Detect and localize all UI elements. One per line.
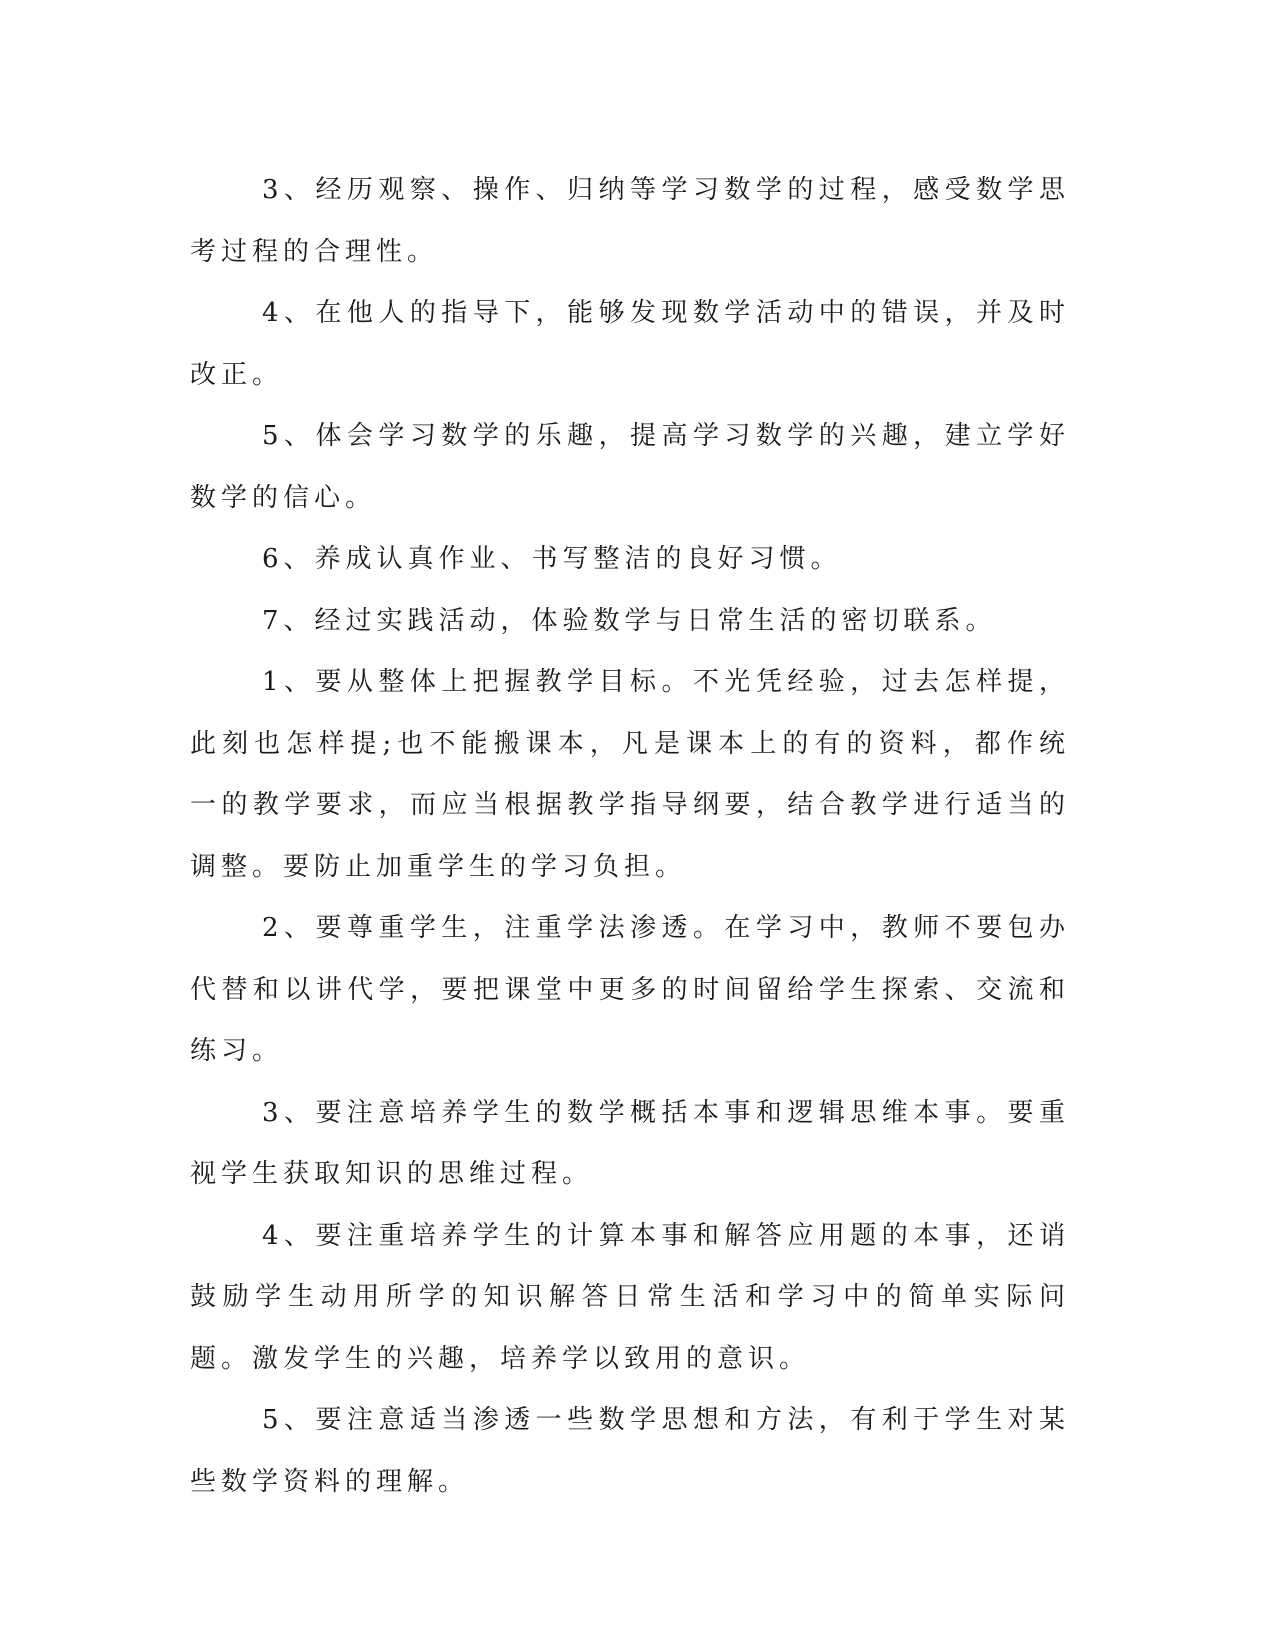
document-body — [190, 160, 1070, 1513]
paragraph-goal-3: 3、经历观察、操作、归纳等学习数学的过程，感受数学思考过程的合理性。 — [190, 175, 1070, 267]
paragraph-goal-6: 6、养成认真作业、书写整洁的良好习惯。 — [262, 544, 842, 574]
paragraph-measure-1: 1、要从整体上把握教学目标。不光凭经验，过去怎样提，此刻也怎样提;也不能搬课本，凡是课本上的有的资料，都作统一的教学要求，而应当根据教学指导纲要，结合教学进行适当的调整。要防止加重学生的学习负担。 — [190, 667, 1070, 882]
paragraph-measure-2: 2、要尊重学生，注重学法渗透。在学习中，教师不要包办代替和以讲代学，要把课堂中更多的时间留给学生探索、交流和练习。 — [190, 913, 1070, 1066]
paragraph-goal-5: 5、体会学习数学的乐趣，提高学习数学的兴趣，建立学好数学的信心。 — [190, 421, 1070, 513]
paragraph-measure-4: 4、要注重培养学生的计算本事和解答应用题的本事，还诮鼓励学生动用所学的知识解答日常生活和学习中的简单实际问题。激发学生的兴趣，培养学以致用的意识。 — [190, 1220, 1070, 1374]
paragraph-goal-7: 7、经过实践活动，体验数学与日常生活的密切联系。 — [262, 605, 997, 636]
paragraph-measure-5: 5、要注意适当渗透一些数学思想和方法，有利于学生对某些数学资料的理解。 — [190, 1405, 1070, 1497]
paragraph-measure-3: 3、要注意培养学生的数学概括本事和逻辑思维本事。要重视学生获取知识的思维过程。 — [190, 1097, 1070, 1189]
paragraph-goal-4: 4、在他人的指导下，能够发现数学活动中的错误，并及时改正。 — [190, 298, 1070, 390]
